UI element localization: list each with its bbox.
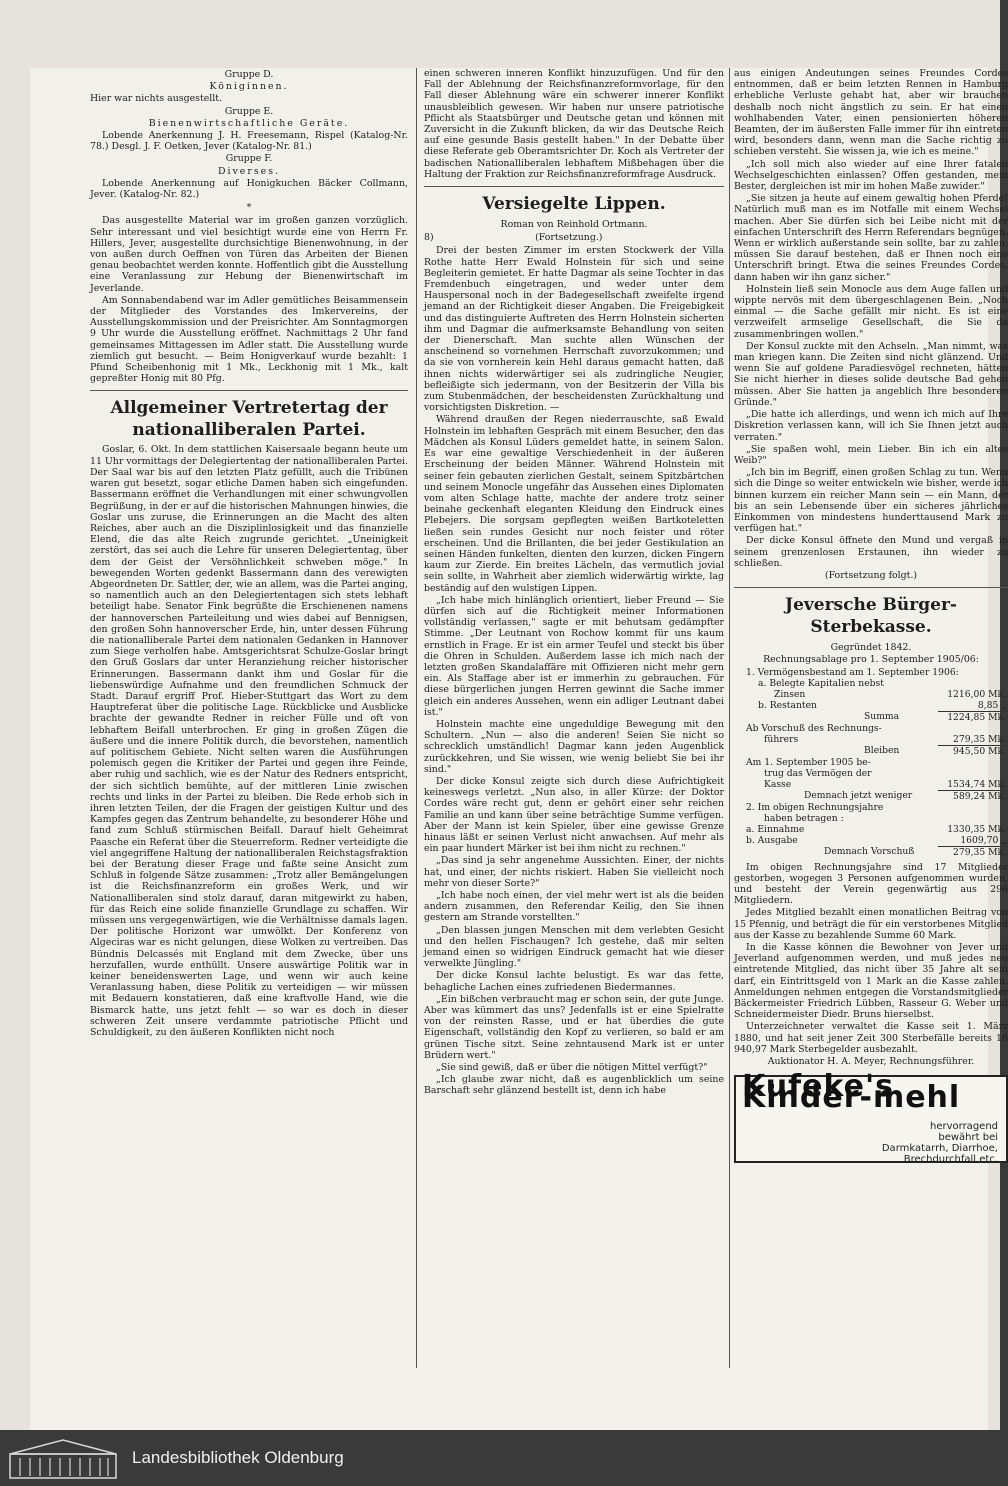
account-value: 279,35 Mk.: [953, 846, 1006, 858]
ad-brand: Kufeke's Kinder-mehl: [742, 1069, 961, 1116]
serial-paragraph: Der dicke Konsul lachte belustigt. Es war das fette, behagliche Lachen eines zufriedenen Biedermannes.: [424, 970, 724, 993]
serial-paragraph: „Sie sitzen ja heute auf einem gewaltig hohen Pferde! Natürlich muß man es im Notfalle mit einem Wechsel machen. Aber Sie dürfen sich bei Leibe nicht mit der einfachen Unterschrift des Herrn Referendars begnügen. Wenn er wirklich außerstande sein sollte, bar zu zahlen, müssen Sie darauf bestehen, daß er Ihnen noch eine Unterschrift bringt. Etwa die seines Freundes Cordes, dann haben wir ihn ganz sicher.": [734, 193, 1008, 283]
serial-paragraph: „Ich bin im Begriff, einen großen Schlag zu tun. Wenn sich die Dinge so weiter entwickeln wie bisher, werde ich binnen kurzem ein reicher Mann sein — ein Mann, der bis an sein Lebensende über ein sicheres jährliches Einkommen von mindestens hunderttausend Mark zu verfügen hat.": [734, 467, 1008, 535]
account-label: Kasse: [764, 778, 792, 790]
serial-paragraph: Während draußen der Regen niederrauschte, saß Ewald Holnstein im lebhaften Gespräch mit einem Besucher, den das Mädchen als Konsul Lüders gemeldet hatte, in seinem Salon. Es war eine gewaltige Verschiedenheit in der äußeren Erscheinung der beiden Männer. Während Holnstein mit seiner fein gebauten zierlichen Gestalt, seinem Spitzbärtchen und seinem Monocle ungefähr das Aussehen eines Diplomaten vom alten Schlage hatte, machte der andere trotz seiner beinahe geckenhaft eleganten Kleidung den Eindruck eines Plebejers. Die sorgsam gepflegten weißen Bartkoteletten ließen sein rundes Gesicht nur noch feister und röter erscheinen. Und die Brillanten, die bei jeder Gestikulation an seinen Händen funkelten, dienten den kurzen, dicken Fingern kaum zur Zierde. Ein breites Lächeln, das vermutlich jovial sein sollte, in Wahrheit aber ziemlich widerwärtig wirkte, lag beständig auf den wulstigen Lippen.: [424, 414, 724, 594]
column-2: [424, 68, 724, 1430]
account-row: haben betragen :: [764, 812, 844, 824]
kasse-paragraph: Unterzeichneter verwaltet die Kasse seit 1. März 1880, und hat seit jener Zeit 300 Sterbefälle bereits 16 940,97 Mark Sterbegelder ausbezahlt.: [734, 1021, 1008, 1055]
account-row: 1. Vermögensbestand am 1. September 1906:: [746, 666, 959, 678]
diverses-heading: Diverses.: [218, 165, 280, 177]
account-table: [734, 667, 1008, 858]
account-value: 1224,85 Mk.: [947, 711, 1006, 723]
separator-star: *: [246, 202, 252, 214]
bienen-paragraph-2: Am Sonnabendabend war im Adler gemütliches Beisammensein der Mitglieder des Vorstandes des Imkervereins, der Ausstellungskommission und der Preisrichter. Am Sonntagmorgen 9 Uhr wurde die Ausstellung eröffnet. Nachmittags 2 Uhr fand gemeinsames Mittagessen im Adler statt. Die Ausstellung wurde ziemlich gut besucht. — Beim Honigverkauf wurde bezahlt: 1 Pfund Scheibenhonig mit 1 Mk., Leckhonig mit 1 Mk., kalt gepreßter Honig mit 80 Pfg.: [90, 294, 408, 385]
bienen-geraete-heading: Bienenwirtschaftliche Geräte.: [148, 117, 350, 129]
divider: [90, 390, 408, 391]
ad-line: Darmkatarrh, Diarrhoe,: [881, 1143, 998, 1155]
footer-bar: [0, 1430, 1000, 1486]
ad-tagline: [828, 1121, 998, 1165]
gruppe-f-text: Lobende Anerkennung auf Honigkuchen Bäcker Collmann, Jever. (Katalog-Nr. 82.): [90, 177, 408, 201]
account-value: 1609,70 „: [938, 835, 1008, 847]
gruppe-e-text: Lobende Anerkennung J. H. Freesemann, Rispel (Katalog-Nr. 78.) Desgl. J. F. Oetken, Jever (Katalog-Nr. 81.): [90, 130, 408, 153]
ad-line: Brechdurchfall etc.: [903, 1154, 998, 1166]
kasse-paragraph: Jedes Mitglied bezahlt einen monatlichen Beitrag von 15 Pfennig, und beträgt die für ein verstorbenes Mitglied aus der Kasse zu bezahlende Summe 60 Mark.: [734, 907, 1008, 941]
column-3: [734, 68, 1008, 1430]
column-rule-1: [416, 68, 417, 1368]
divider: [734, 587, 1008, 588]
rechnungsablage: Rechnungsablage pro 1. September 1905/06:: [763, 654, 979, 666]
serial-meta: [424, 232, 724, 243]
serial-paragraph: „Die hatte ich allerdings, und wenn ich mich auf Ihre Diskretion verlassen kann, will ich Sie Ihnen jetzt auch verraten.": [734, 409, 1008, 443]
serial-paragraph: „Ich habe mich hinlänglich orientiert, lieber Freund — Sie dürfen sich auf die Richtigkeit meiner Informationen vollständig verlassen," sagte er mit behutsam gedämpfter Stimme. „Der Leutnant von Rochow kommt für uns kaum ernstlich in Frage. Er ist ein armer Teufel und steckt bis über die Ohren in Schulden. Außerdem lasse ich mich nach der letzten großen Skandalaffäre mit Offizieren nicht mehr gern ein. Als Staffage aber ist er immerhin zu gebrauchen. Für diese bürgerlichen jungen Herren gewinnt die Sache immer gleich ein anderes Aussehen, wenn ein adliger Leutnant dabei ist.": [424, 594, 724, 718]
account-value: 279,35 Mk.: [938, 734, 1008, 746]
account-label: Bleiben: [864, 745, 900, 757]
column-rule-2: [729, 68, 730, 1368]
account-value: 8,85 „: [938, 700, 1008, 712]
bienen-paragraph-1: Das ausgestellte Material war im großen ganzen vorzüglich. Sehr interessant und viel besichtigt wurde eine von Herrn Fr. Hillers, Jever, ausgestellte durchsichtige Bienenwohnung, in der von außen durch Oeffnen von Türen das Arbeiten der Bienen genau beobachtet werden konnte. Hoffentlich gibt die Ausstellung eine Veranlassung zur Hebung der Bienenwirtschaft im Jeverlande.: [90, 215, 408, 294]
serial-paragraph: „Den blassen jungen Menschen mit dem verlebten Gesicht und den hellen Fischaugen? Ich gestehe, daß mir selten jemand einen so widrigen Eindruck gemacht hat wie dieser verwelkte Jüngling.": [424, 924, 724, 970]
serial-paragraph: „Ein bißchen verbraucht mag er schon sein, der gute Junge. Aber was kümmert das uns? Jedenfalls ist er eine Spielratte von der reinsten Rasse, und er hat überdies die gute Eigenschaft, vollständig den Kopf zu verlieren, so bald er am grünen Tische sitzt. Seine zehntausend Mark ist er unter Brüdern wert.": [424, 993, 724, 1061]
kasse-paragraph: Im obigen Rechnungsjahre sind 17 Mitglieder gestorben, wogegen 3 Personen aufgenommen wurden, und besteht der Verein gegenwärtig aus 296 Mitgliedern.: [734, 861, 1008, 907]
serial-number: 8): [424, 232, 434, 244]
gruppe-d: Gruppe D.: [224, 69, 274, 80]
account-label: Zinsen: [774, 688, 806, 700]
serial-paragraph: „Sie spaßen wohl, mein Lieber. Bin ich ein altes Weib?": [734, 443, 1008, 466]
serial-paragraph: „Ich soll mich also wieder auf eine Ihrer fatalen Wechselgeschichten einlassen? Offen gestanden, mein Bester, dergleichen ist mir im hohen Maße zuwider.": [734, 158, 1008, 193]
fortsetzung-folgt: (Fortsetzung folgt.): [824, 569, 918, 581]
koeniginnen-heading: Königinnen.: [209, 81, 289, 93]
serial-paragraph: Holnstein machte eine ungeduldige Bewegung mit den Schultern. „Nun — also die anderen! Seien Sie nicht so schrecklich umständlich! Dagmar kann jeden Augenblick zurückkehren, und Sie wissen, wie wenig beliebt Sie bei ihr sind.": [424, 718, 724, 775]
account-value: 1534,74 Mk.: [938, 779, 1008, 791]
account-label: Demnach jetzt weniger: [804, 790, 913, 802]
serial-paragraph: Drei der besten Zimmer im ersten Stockwerk der Villa Rothe hatte Herr Ewald Holnstein für sich und seine Begleiterin gemietet. Er hatte Dagmar als seine Tochter in das Fremdenbuch eingetragen, und weder unter dem Hauspersonal noch in der Badegesellschaft zweifelte irgend jemand an der Richtigkeit dieser Angaben. Die Freigebigkeit und das distinguierte Auftreten des Herrn Holnstein sicherten ihm und Dagmar die aufmerksamste Behandlung von seiten der Dienerschaft. Man suchte allen Wünschen der anscheinend so vornehmen Herrschaft zuvorzukommen; und da sie von vornherein kein Hehl daraus gemacht hatten, daß ihnen nichts widerwärtiger sei als zudringliche Neugier, befleißigte sich jedermann, von der Besitzerin der Villa bis zum Stubenmädchen, der bescheidensten Zurückhaltung und vorsichtigsten Diskretion. —: [424, 245, 724, 414]
account-row: a. Belegte Kapitalien nebst: [758, 677, 884, 689]
serial-author: Roman von Reinhold Ortmann.: [500, 219, 648, 231]
gruppe-e: Gruppe E.: [224, 105, 274, 117]
account-value: 589,24 Mk.: [953, 790, 1006, 802]
serial-paragraph: Der Konsul zuckte mit den Achseln. „Man nimmt, was man kriegen kann. Die Zeiten sind nicht glänzend. Und wenn Sie auf goldene Paradiesvögel rechneten, hätten Sie nicht hierher in dieses solide deutsche Bad gehen müssen. Aber Sie hatten ja angeblich Ihre besonderen Gründe.": [734, 340, 1008, 408]
account-label: führers: [764, 733, 799, 745]
account-label: Demnach Vorschuß: [824, 846, 915, 858]
divider: [424, 186, 724, 187]
ad-line: bewährt bei: [938, 1132, 998, 1144]
sterbekasse-title: Jeversche Bürger-Sterbekasse.: [785, 595, 957, 638]
account-label: b. Ausgabe: [746, 834, 798, 846]
serial-paragraph: Der dicke Konsul öffnete den Mund und vergaß in seinem grenzenlosen Erstaunen, ihn wieder zu schließen.: [734, 535, 1008, 569]
gegruendet: Gegründet 1842.: [830, 642, 912, 654]
newspaper-page: [30, 68, 1008, 1430]
account-row: Am 1. September 1905 be-: [746, 756, 871, 768]
kasse-paragraph: In die Kasse können die Bewohner von Jever und Jeverland aufgenommen werden, und muß jedes neu eintretende Mitglied, das nicht über 35 Jahre alt sein darf, ein Eintrittsgeld von 1 Mark an die Kasse zahlen. Anmeldungen nehmen entgegen die Vorstandsmitglieder Bäckermeister Friedrich Lübben, Rasseur G. Weber und Schneidermeister Diedr. Bruns hierselbst.: [734, 941, 1008, 1021]
library-building-icon: [8, 1436, 118, 1480]
account-label: Summa: [864, 711, 900, 723]
serial-paragraph: „Ich habe noch einen, der viel mehr wert ist als die beiden andern zusammen, den Referendar Keilig, den Sie ihnen gestern am Strande vorstellten.": [424, 890, 724, 924]
column-1: [90, 68, 408, 1430]
serial-paragraph: aus einigen Andeutungen seines Freundes Cordes entnommen, daß er beim letzten Rennen in Hamburg erhebliche Verluste gehabt hat, aber wir brauchen deshalb noch nicht ängstlich zu sein. Er hat einen wohlhabenden Vater, einen pensionierten höheren Beamten, der im äußersten Falle immer für ihn eintreten wird, besonders dann, wenn man die Sache richtig zu schieben versteht. Sie wissen ja, wie ich es meine.": [734, 68, 1008, 158]
account-value: 945,50 Mk.: [953, 745, 1006, 757]
account-row: trug das Vermögen der: [764, 767, 872, 779]
account-row: 2. Im obigen Rechnungsjahre: [746, 801, 884, 813]
account-value: 1330,35 Mk.: [947, 823, 1006, 835]
serial-paragraph: „Ich glaube zwar nicht, daß es augenblicklich um seine Barschaft sehr glänzend bestellt ist, denn ich habe: [424, 1074, 724, 1097]
ad-line: hervorragend: [930, 1121, 998, 1133]
serial-paragraph: „Das sind ja sehr angenehme Aussichten. Einer, der nichts hat, und einer, der nichts riskiert. Haben Sie vielleicht noch mehr von dieser Sorte?": [424, 855, 724, 889]
goslar-article: Goslar, 6. Okt. In dem stattlichen Kaisersaale begann heute um 11 Uhr vormittags der Delegiertentag der nationalliberalen Partei. Der Saal war bis auf den letzten Platz gefüllt, auch die Tribünen waren gut besetzt, sogar etliche Damen haben sich eingefunden. Bassermann eröffnet die Verhandlungen mit einer schwungvollen Begrüßung, in der er auf die historischen Mahnungen hinwies, die Goslar uns zuruse, die Erinnerungen an die Macht des alten Reiches, aber auch an die Disziplinlosigkeit und das finanzielle Elend, die das alte Reich zugrunde gerichtet. „Uneinigkeit zerstört, das sei auch die Lehre für unseren Delegiertentag, über dem der Geist der Versöhnlichkeit schweben möge." In bewegenden Worten gedenkt Bassermann dann des verewigten Abgeordneten Dr. Sattler, der, wie an allem, was die Partei anging, so namentlich auch an den Delegiertentagen sich stets lebhaft beteiligt habe. Senator Fink begrüßte die Erschienenen namens der hannoverschen Parteileitung und wies dabei auf Bennigsen, den großen Sohn hannoverscher Erde, hin, unter dessen Führung die nationalliberale Partei dem nationalen Gedanken in Hannover zum Siege verholfen habe. Amtsgerichtsrat Schulze-Goslar bringt den Gruß Goslars dar unter Heranziehung reicher historischer Erinnerungen. Bassermann dankt ihm und Goslar für die liebenswürdige Aufnahme und den freundlichen Schmuck der Stadt. Darauf ergriff Prof. Hieber-Stuttgart das Wort zu dem Hauptreferat über die politische Lage. Rückblicke und Ausblicke brachte der gewandte Redner in reicher Fülle und oft von lebhaftem Beifall unterbrochen. Er ging in großen Zügen die äußere und die innere Politik durch, die bevorstehen, namentlich auf politischem Gebiete. Nicht selten waren die Ausführungen polemisch gegen die Kritiker der Partei und gegen ihre Feinde, aber ruhig und sachlich, wie es der Natur des Redners entspricht, der sich sichtlich bemühte, auf der mittleren Linie zwischen rechts und links in der Partei zu bleiben. Die Rede erhob sich in ihren letzten Teilen, der die Fragen der geistigen Kultur und des Kampfes gegen das Zentrum behandelte, zu besonderer Höhe und fand zum Schluß stürmischen Beifall. Darauf hielt Geheimrat Paasche ein Referat über die Steuerreform. Redner verteidigte die viel angegriffene Haltung der nationalliberalen Reichstagsfraktion bei der Beratung dieser Frage und faßte seine Ansicht zum Schluß in folgende Sätze zusammen: „Trotz aller Bemängelungen ist die Reichsfinanzreform ein großes Werk, und wir Nationalliberalen sind stolz darauf, daran mitgewirkt zu haben, für das Reich eine solide finanzielle Grundlage zu schaffen. Wir müssen uns vergegenwärtigen, wie die Verhältnisse damals lagen. Der politische Horizont war umwölkt. Der Konferenz von Algeciras war es nicht gelungen, diese Wolken zu vertreiben. Das Bündnis Delcassés mit England mit dem Zwecke, über uns herzufallen, wurde enthüllt. Unsere auswärtige Politik war in keiner beneidenswerten Lage, und wenn wir auch keine Veranlassung haben, diese Politik zu verteidigen — wir müssen mit Bedauern konstatieren, daß eine kraftvolle Hand, wie die Bismarck hatte, uns jetzt fehlt — so war es doch in dieser schweren Zeit unsere verdammte patriotische Pflicht und Schuldigkeit, zu den äußeren Konflikten nicht noch: [90, 444, 408, 1039]
serial-paragraph: Holnstein ließ sein Monocle aus dem Auge fallen und wippte nervös mit dem übergeschlagenen Bein. „Noch einmal — die Sache gefällt mir nicht. Es ist eine verzweifelt armselige Gesellschaft, die Sie da zusammenbringen wollen.": [734, 283, 1008, 340]
serial-title: Versiegelte Lippen.: [482, 194, 666, 215]
account-value: 1216,00 Mk.: [947, 688, 1006, 700]
account-label: a. Einnahme: [746, 823, 805, 835]
serial-paragraph: „Sie sind gewiß, daß er über die nötigen Mittel verfügt?": [436, 1062, 708, 1074]
account-label: b. Restanten: [758, 699, 817, 711]
serial-continuation: (Fortsetzung.): [535, 232, 603, 244]
nichts-text: Hier war nichts ausgestellt.: [90, 93, 223, 105]
library-name: Landesbibliothek Oldenburg: [132, 1448, 344, 1467]
article-continuation: einen schweren inneren Konflikt hinzuzufügen. Und für den Fall der Ablehnung der Reichsfinanzreformvorlage, für den Fall dieser Ablehnung wäre ein schwerer innerer Konflikt unausbleiblich gewesen. Wir haben nur unsere patriotische Pflicht als Staatsbürger und Deutsche getan und können mit Zuversicht in die Zukunft blicken, da wir das Deutsche Reich auf eine gesunde Basis gestellt haben." In der Debatte über diese Referate geb Oberamtsrichter Dr. Koch als Vertreter der badischen Nationalliberalen lebhaftem Mißbehagen über die Haltung der Fraktion zur Reichsfinanzreformfrage Ausdruck.: [424, 68, 724, 180]
gruppe-f: Gruppe F.: [225, 153, 273, 165]
serial-paragraph: Der dicke Konsul zeigte sich durch diese Aufrichtigkeit keineswegs verletzt. „Nun also, in aller Kürze: der Doktor Cordes wäre recht gut, denn er gehört einer sehr reichen Familie an und kann über seine beträchtige Summe verfügen. Aber der Mann ist kein Spieler, über eine gewisse Grenze hinaus läßt er seinen Verlust nicht anwachsen. Auf mehr als ein paar hundert Märker ist bei ihm nicht zu rechnen.": [424, 775, 724, 855]
kasse-signature: Auktionator H. A. Meyer, Rechnungsführer.: [767, 1056, 975, 1067]
account-row: Ab Vorschuß des Rechnungs-: [746, 722, 882, 734]
kufeke-advertisement: [734, 1069, 1008, 1166]
vertretertag-headline: Allgemeiner Vertretertag der nationalliberalen Partei.: [110, 398, 388, 441]
